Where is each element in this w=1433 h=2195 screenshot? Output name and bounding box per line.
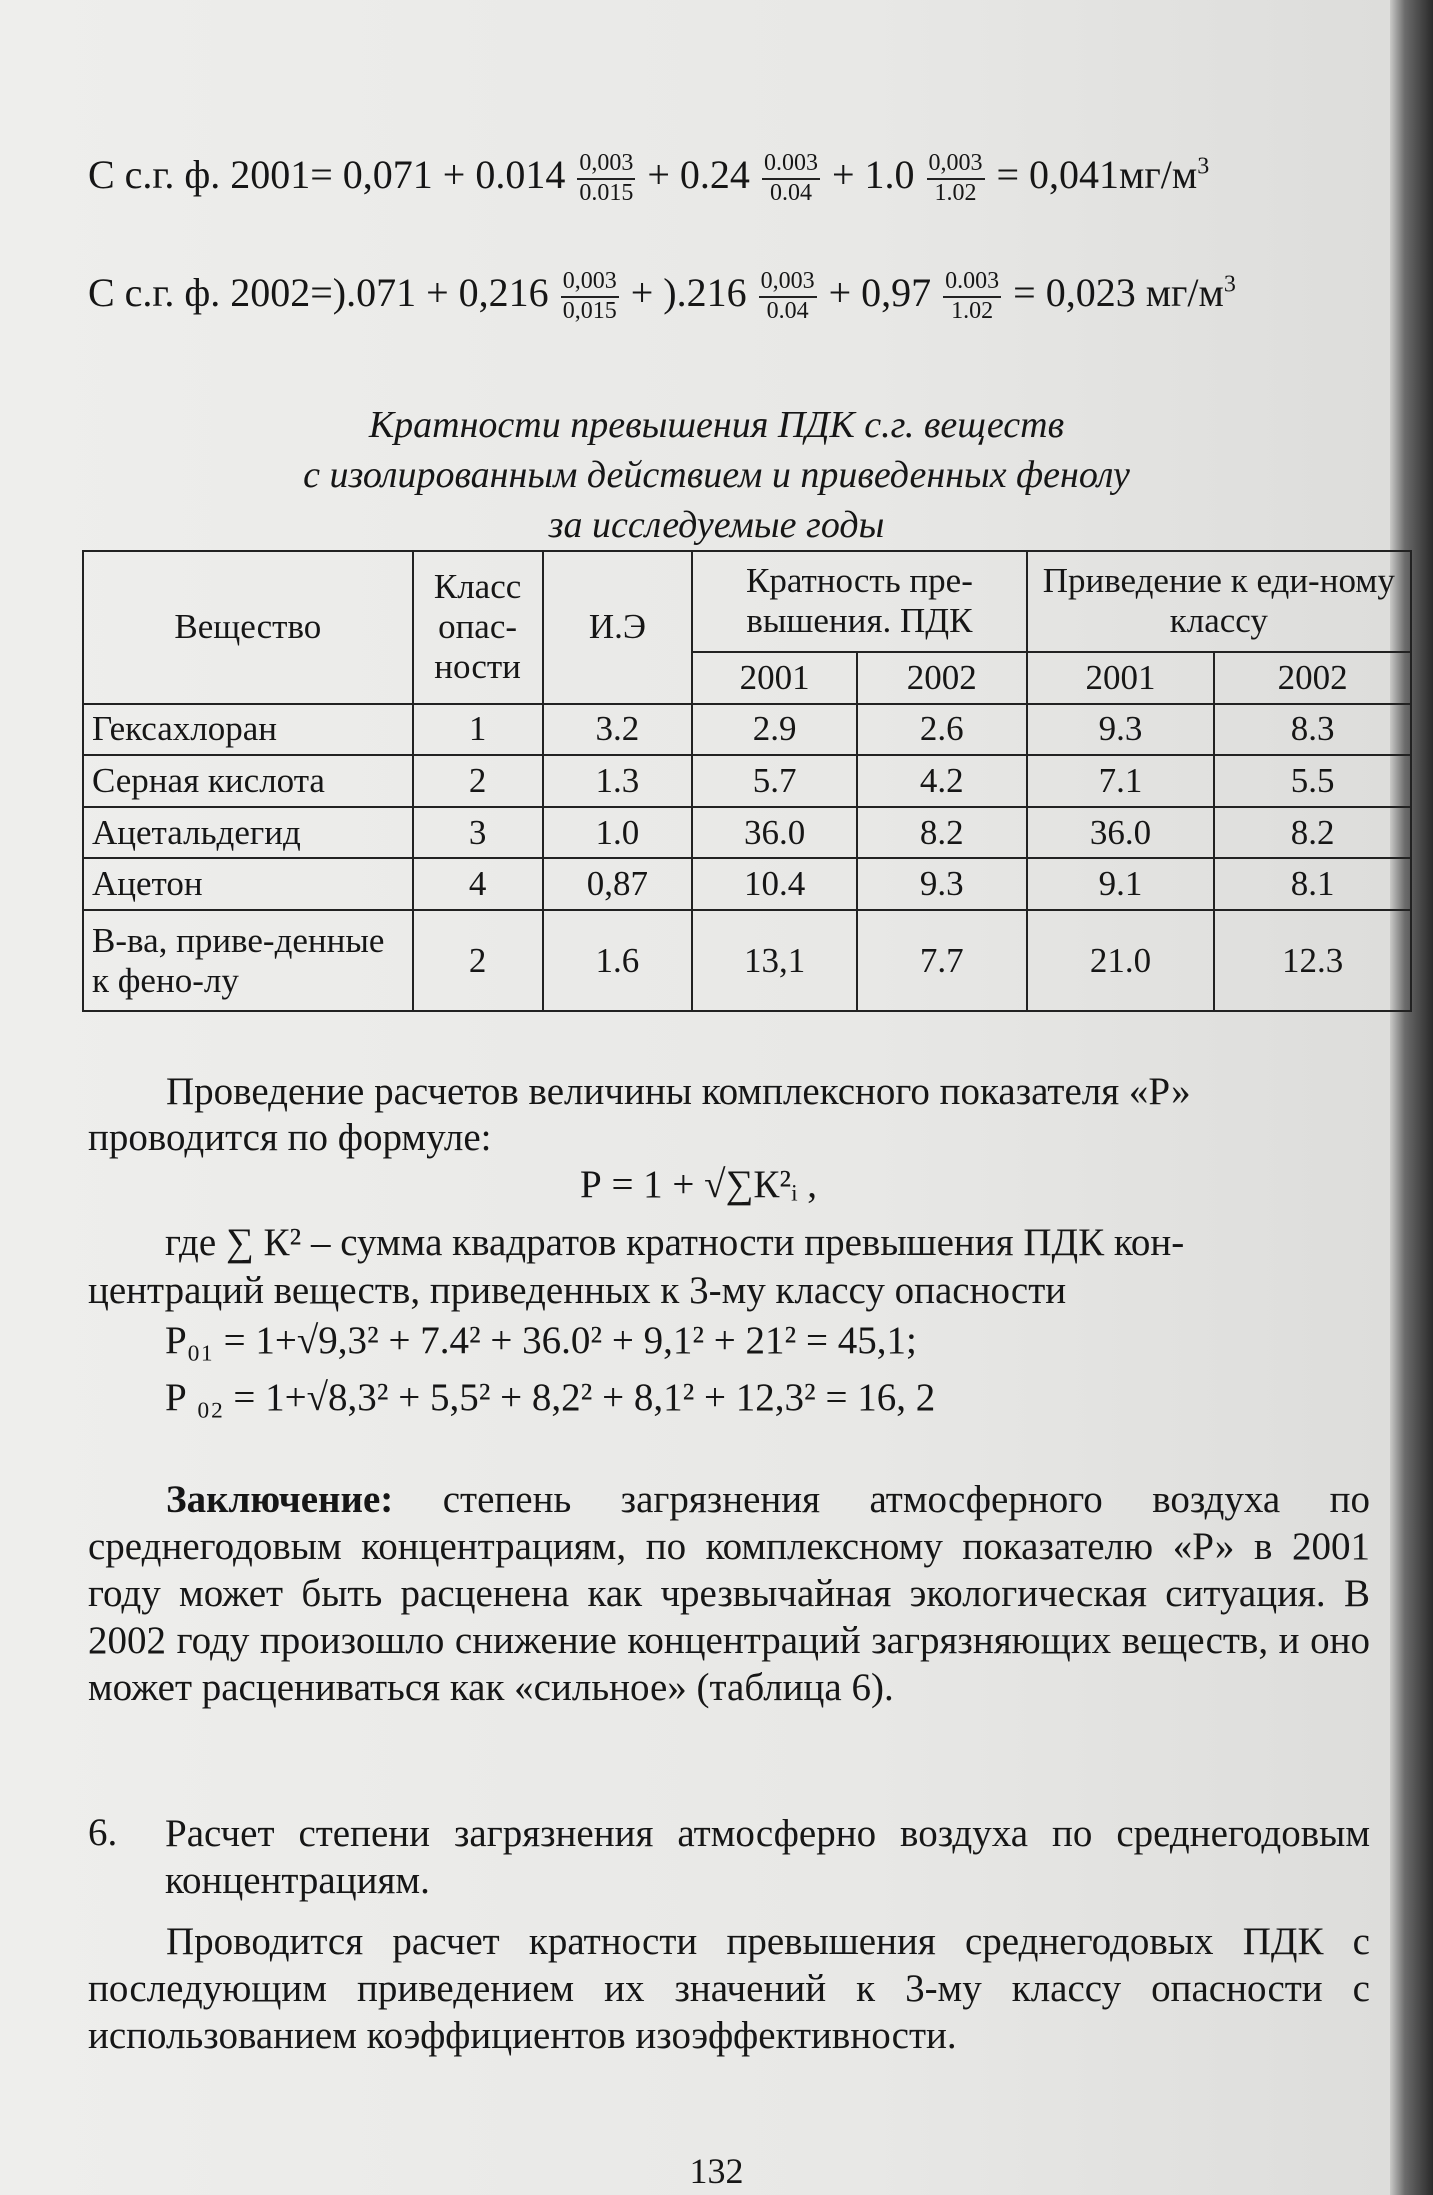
row-value-cell: 36.0 <box>1027 807 1215 859</box>
formula-p01: Р₀₁ = 1+√9,3² + 7.4² + 36.0² + 9,1² + 21² = 45,1; <box>165 1319 917 1362</box>
row-value-cell: 2 <box>413 910 543 1011</box>
header-reduced: Приведение к еди-ному классу <box>1027 551 1411 652</box>
formula-2001-result: = 0,041мг/м <box>996 151 1198 197</box>
header-year-2002: 2002 <box>857 652 1027 704</box>
formula-2002-term-2: + ).216 <box>630 269 747 315</box>
formula-2002-fraction-3: $\frac{0.003}{1.02}$ <box>945 268 1000 324</box>
table-heading-line-1: Кратности превышения ПДК с.г. веществ <box>368 404 1065 446</box>
paragraph-conclusion <box>88 1476 1370 1711</box>
row-value-cell: 8.3 <box>1214 704 1411 756</box>
table-row <box>83 704 1411 756</box>
header-year-2001-reduced: 2001 <box>1027 652 1215 704</box>
table-row <box>83 910 1411 1011</box>
item-6-number: 6. <box>88 1811 118 1854</box>
excess-table <box>82 550 1412 1012</box>
formula-2001-fraction-1: $\frac{0,003}{0.015}$ <box>579 150 634 206</box>
formula-2002 <box>88 268 1236 325</box>
row-value-cell: 9.1 <box>1027 858 1215 910</box>
formula-2001-fraction-3: $\frac{0,003}{1.02}$ <box>928 150 983 206</box>
row-value-cell: 2.9 <box>692 704 857 756</box>
row-value-cell: 5.7 <box>692 755 857 807</box>
header-year-2001: 2001 <box>692 652 857 704</box>
row-value-cell: 12.3 <box>1214 910 1411 1011</box>
row-value-cell: 3.2 <box>543 704 693 756</box>
formula-2001-term-3: + 1.0 <box>831 151 915 197</box>
row-value-cell: 4.2 <box>857 755 1027 807</box>
table-heading-line-2: с изолированным действием и приведенных фенолу <box>303 454 1130 496</box>
header-year-2002-reduced: 2002 <box>1214 652 1411 704</box>
row-value-cell: 13,1 <box>692 910 857 1011</box>
row-value-cell: 8.2 <box>857 807 1027 859</box>
header-hazard-class: Класс опас-ности <box>413 551 543 704</box>
row-value-cell: 2 <box>413 755 543 807</box>
formula-2002-prefix: С с.г. ф. 2002=).071 + 0,216 <box>88 269 549 315</box>
paragraph-intro <box>88 1068 1370 1115</box>
page-edge-shadow <box>1390 0 1433 2195</box>
formula-2001-unit-sup: 3 <box>1197 153 1210 180</box>
row-value-cell: 21.0 <box>1027 910 1215 1011</box>
paragraph-where-line-1: где ∑ К² – сумма квадратов кратности превышения ПДК кон- <box>165 1221 1185 1264</box>
formula-2001 <box>88 150 1209 207</box>
formula-2002-fraction-2: $\frac{0,003}{0.04}$ <box>760 268 815 324</box>
table-row <box>83 807 1411 859</box>
formula-2002-result: = 0,023 мг/м <box>1013 269 1224 315</box>
formula-p02: Р ₀₂ = 1+√8,3² + 5,5² + 8,2² + 8,1² + 12,3² = 16, 2 <box>165 1376 936 1419</box>
row-value-cell: 9.3 <box>1027 704 1215 756</box>
row-value-cell: 10.4 <box>692 858 857 910</box>
page-number: 132 <box>689 2151 744 2191</box>
header-excess: Кратность пре-вышения. ПДК <box>692 551 1026 652</box>
row-value-cell: 0,87 <box>543 858 693 910</box>
header-ie: И.Э <box>543 551 693 704</box>
table-row <box>83 755 1411 807</box>
row-substance-cell: Ацетон <box>83 858 413 910</box>
paragraph-intro-line-1: Проведение расчетов величины комплексного показателя «Р» <box>166 1070 1191 1113</box>
row-value-cell: 8.1 <box>1214 858 1411 910</box>
table-row <box>83 858 1411 910</box>
row-value-cell: 7.7 <box>857 910 1027 1011</box>
formula-2001-term-2: + 0.24 <box>647 151 750 197</box>
paragraph-where-line-2: центраций веществ, приведенных к 3-му классу опасности <box>88 1269 1067 1312</box>
row-value-cell: 36.0 <box>692 807 857 859</box>
row-value-cell: 1.0 <box>543 807 693 859</box>
row-value-cell: 5.5 <box>1214 755 1411 807</box>
row-substance-cell: Серная кислота <box>83 755 413 807</box>
paragraph-final: Проводится расчет кратности превышения среднегодовых ПДК с последующим приведением их значений к 3-му классу опасности с использованием коэффициентов изоэффективности. <box>88 1920 1370 2057</box>
row-value-cell: 8.2 <box>1214 807 1411 859</box>
row-value-cell: 4 <box>413 858 543 910</box>
row-substance-cell: Гексахлоран <box>83 704 413 756</box>
row-value-cell: 3 <box>413 807 543 859</box>
formula-2002-term-3: + 0,97 <box>828 269 932 315</box>
item-6-text: Расчет степени загрязнения атмосферно воздуха по среднегодовым концентрациям. <box>165 1812 1370 1902</box>
header-substance: Вещество <box>83 551 413 704</box>
row-substance-cell: В-ва, приве-денные к фено-лу <box>83 910 413 1011</box>
table-heading-line-3: за исследуемые годы <box>548 504 885 546</box>
row-value-cell: 1.3 <box>543 755 693 807</box>
formula-2001-prefix: С с.г. ф. 2001= 0,071 + 0.014 <box>88 151 566 197</box>
row-substance-cell: Ацетальдегид <box>83 807 413 859</box>
conclusion-label: Заключение: <box>166 1478 394 1521</box>
row-value-cell: 7.1 <box>1027 755 1215 807</box>
row-value-cell: 9.3 <box>857 858 1027 910</box>
row-value-cell: 1.6 <box>543 910 693 1011</box>
formula-2002-fraction-1: $\frac{0,003}{0,015}$ <box>562 268 617 324</box>
formula-p: Р = 1 + √∑К²ᵢ , <box>580 1163 817 1206</box>
formula-2001-fraction-2: $\frac{0.003}{0.04}$ <box>763 150 818 206</box>
row-value-cell: 1 <box>413 704 543 756</box>
formula-2002-unit-sup: 3 <box>1223 271 1236 298</box>
conclusion-body: степень загрязнения атмосферного воздуха по среднегодовым концентрациям, по комплексному показателю «Р» в 2001 году может быть расценена как чрезвычайная экологическая ситуация. В 2002 году произошло снижение концентраций загрязняющих веществ, и оно может расцениваться как «сильное» (таблица 6). <box>88 1478 1370 1709</box>
paragraph-intro-line-2: проводится по формуле: <box>88 1116 492 1159</box>
row-value-cell: 2.6 <box>857 704 1027 756</box>
